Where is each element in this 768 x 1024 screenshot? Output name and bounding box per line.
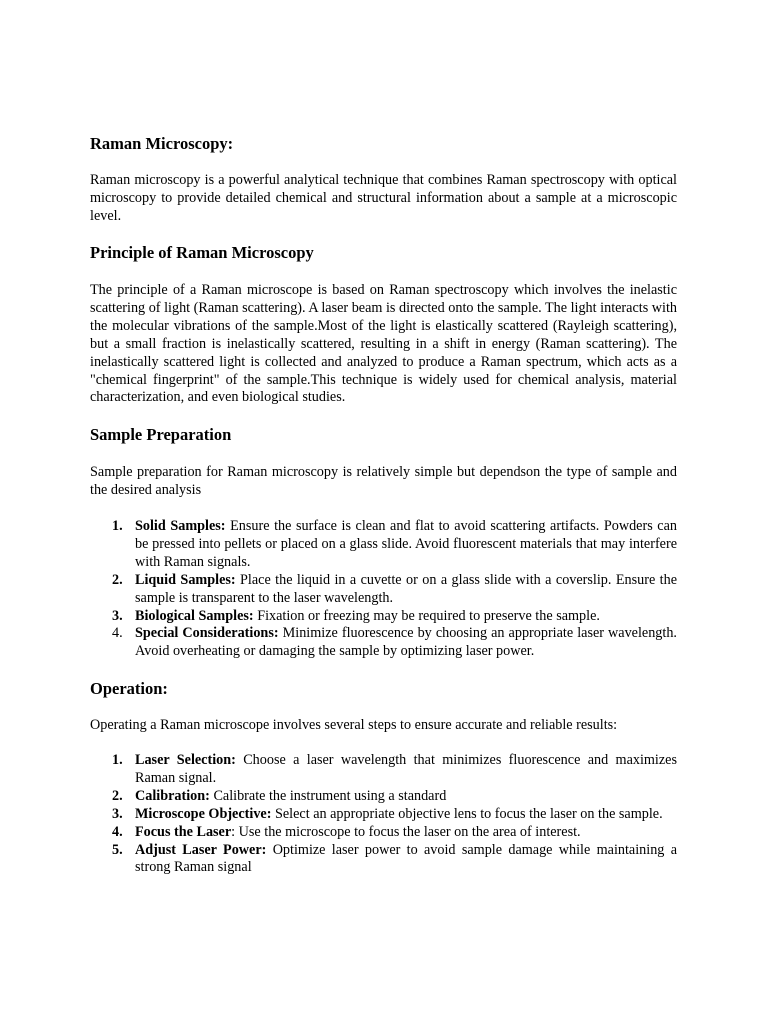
list-term: Calibration: [135, 787, 210, 804]
list-number: 5. [112, 841, 123, 858]
list-text: Optimize laser power to avoid sample damage while maintaining a strong Raman signal [135, 841, 677, 876]
list-term: Solid Samples: [135, 518, 226, 534]
heading-principle: Principle of Raman Microscopy [90, 243, 314, 262]
list-item [90, 824, 677, 842]
list-number: 4. [112, 823, 123, 840]
list-number: 2. [112, 787, 123, 804]
list-number: 3. [112, 805, 123, 822]
list-term: Special Considerations: [135, 625, 279, 642]
sample-preparation-list [90, 518, 677, 661]
list-term: Adjust Laser Power: [135, 841, 267, 858]
paragraph-operation-intro: Operating a Raman microscope involves several steps to ensure accurate and reliable results: [90, 717, 618, 733]
list-item [90, 752, 677, 788]
list-number: 2. [112, 571, 123, 588]
operation-list [90, 752, 677, 877]
list-text: Calibrate the instrument using a standard [209, 787, 447, 804]
list-text: Fixation or freezing may be required to preserve the sample. [253, 607, 600, 624]
paragraph-sample-preparation-intro: Sample preparation for Raman microscopy is relatively simple but dependson the type of sample and the desired analysis [90, 464, 677, 498]
heading-operation: Operation: [90, 679, 168, 698]
list-item [90, 625, 677, 661]
list-term: Laser Selection: [135, 752, 236, 768]
list-text: Choose a laser wavelength that minimizes fluorescence and maximizes Raman signal. [135, 752, 677, 786]
list-item [90, 788, 677, 806]
list-number: 1. [112, 752, 123, 768]
heading-sample-preparation: Sample Preparation [90, 425, 232, 444]
list-term: Focus the Laser [135, 823, 232, 840]
heading-raman-microscopy: Raman Microscopy: [90, 134, 234, 153]
list-number: 3. [112, 607, 123, 624]
list-item [90, 518, 677, 572]
list-text: Minimize fluorescence by choosing an appropriate laser wavelength. Avoid overheating or damaging the sample by optimizing laser power. [135, 625, 677, 660]
list-number: 4. [112, 625, 123, 642]
list-text: Place the liquid in a cuvette or on a glass slide with a coverslip. Ensure the sample is transparent to the laser wavelength. [135, 571, 678, 606]
list-text: Select an appropriate objective lens to focus the laser on the sample. [271, 805, 663, 822]
list-text: : Use the microscope to focus the laser on the area of interest. [231, 823, 581, 840]
list-term: Microscope Objective: [135, 805, 272, 822]
list-term: Liquid Samples: [135, 571, 236, 588]
list-item [90, 806, 677, 824]
paragraph-raman-microscopy: Raman microscopy is a powerful analytical technique that combines Raman spectroscopy with optical microscopy to provide detailed chemical and structural information about a sample at a microscopic level. [90, 172, 677, 224]
paragraph-principle: The principle of a Raman microscope is based on Raman spectroscopy which involves the inelastic scattering of light (Raman scattering). A laser beam is directed onto the sample. The light interacts with the molecular vibrations of the sample.Most of the light is elastically scattered (Rayleigh scattering), but a small fraction is inelastically scattered, resulting in a shift in energy (Raman scattering). The inelastically scattered light is collected and analyzed to produce a Raman spectrum, which acts as a "chemical fingerprint" of the sample.This technique is widely used for chemical analysis, material characterization, and even biological studies. [90, 282, 677, 406]
list-number: 1. [112, 518, 123, 534]
list-item [90, 608, 677, 626]
list-item [90, 572, 677, 608]
list-text: Ensure the surface is clean and flat to avoid scattering artifacts. Powders can be pressed into pellets or placed on a glass slide. Avoid fluorescent materials that may interfere with Raman signals. [135, 518, 677, 570]
list-item [90, 842, 677, 878]
list-term: Biological Samples: [135, 607, 254, 624]
